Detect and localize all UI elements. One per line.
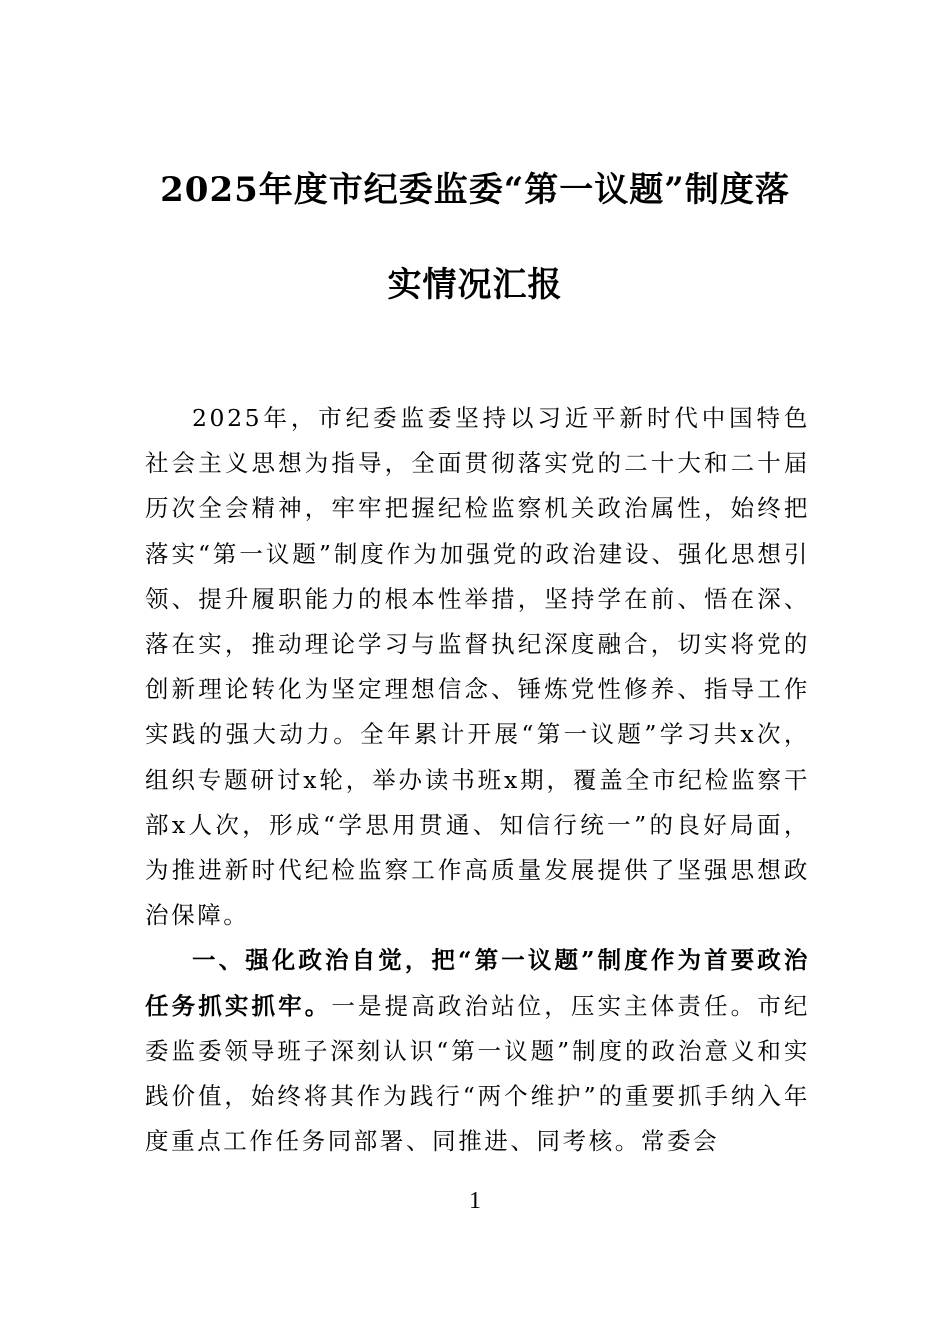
document-title-line-2: 实情况汇报 — [387, 265, 563, 305]
section-1-heading: 一、强化政治自觉，把“第一议题”制度作为首要政治任务抓实抓牢。 — [145, 946, 810, 1020]
section-1-text: 一是提高政治站位，压实主体责任。市纪委监委领导班子深刻认识“第一议题”制度的政治意义和实践价值，始终将其作为践行“两个维护”的重要抓手纳入年度重点工作任务同部署、同推进、同考核。常委会 — [145, 991, 810, 1156]
intro-paragraph: 2025年，市纪委监委坚持以习近平新时代中国特色社会主义思想为指导，全面贯彻落实党的二十大和二十届历次全会精神，牢牢把握纪检监察机关政治属性，始终把落实“第一议题”制度作为加强党的政治建设、强化思想引领、提升履职能力的根本性举措，坚持学在前、悟在深、落在实，推动理论学习与监督执纪深度融合，切实将党的创新理论转化为坚定理想信念、锤炼党性修养、指导工作实践的强大动力。全年累计开展“第一议题”学习共x次，组织专题研讨x轮，举办读书班x期，覆盖全市纪检监察干部x人次，形成“学思用贯通、知信行统一”的良好局面，为推进新时代纪检监察工作高质量发展提供了坚强思想政治保障。 — [145, 404, 810, 930]
section-1-paragraph — [145, 938, 810, 1164]
page-number: 1 — [469, 1188, 481, 1214]
document-title-line-1: 2025年度市纪委监委“第一议题”制度落 — [160, 170, 790, 210]
document-body — [145, 396, 810, 1164]
